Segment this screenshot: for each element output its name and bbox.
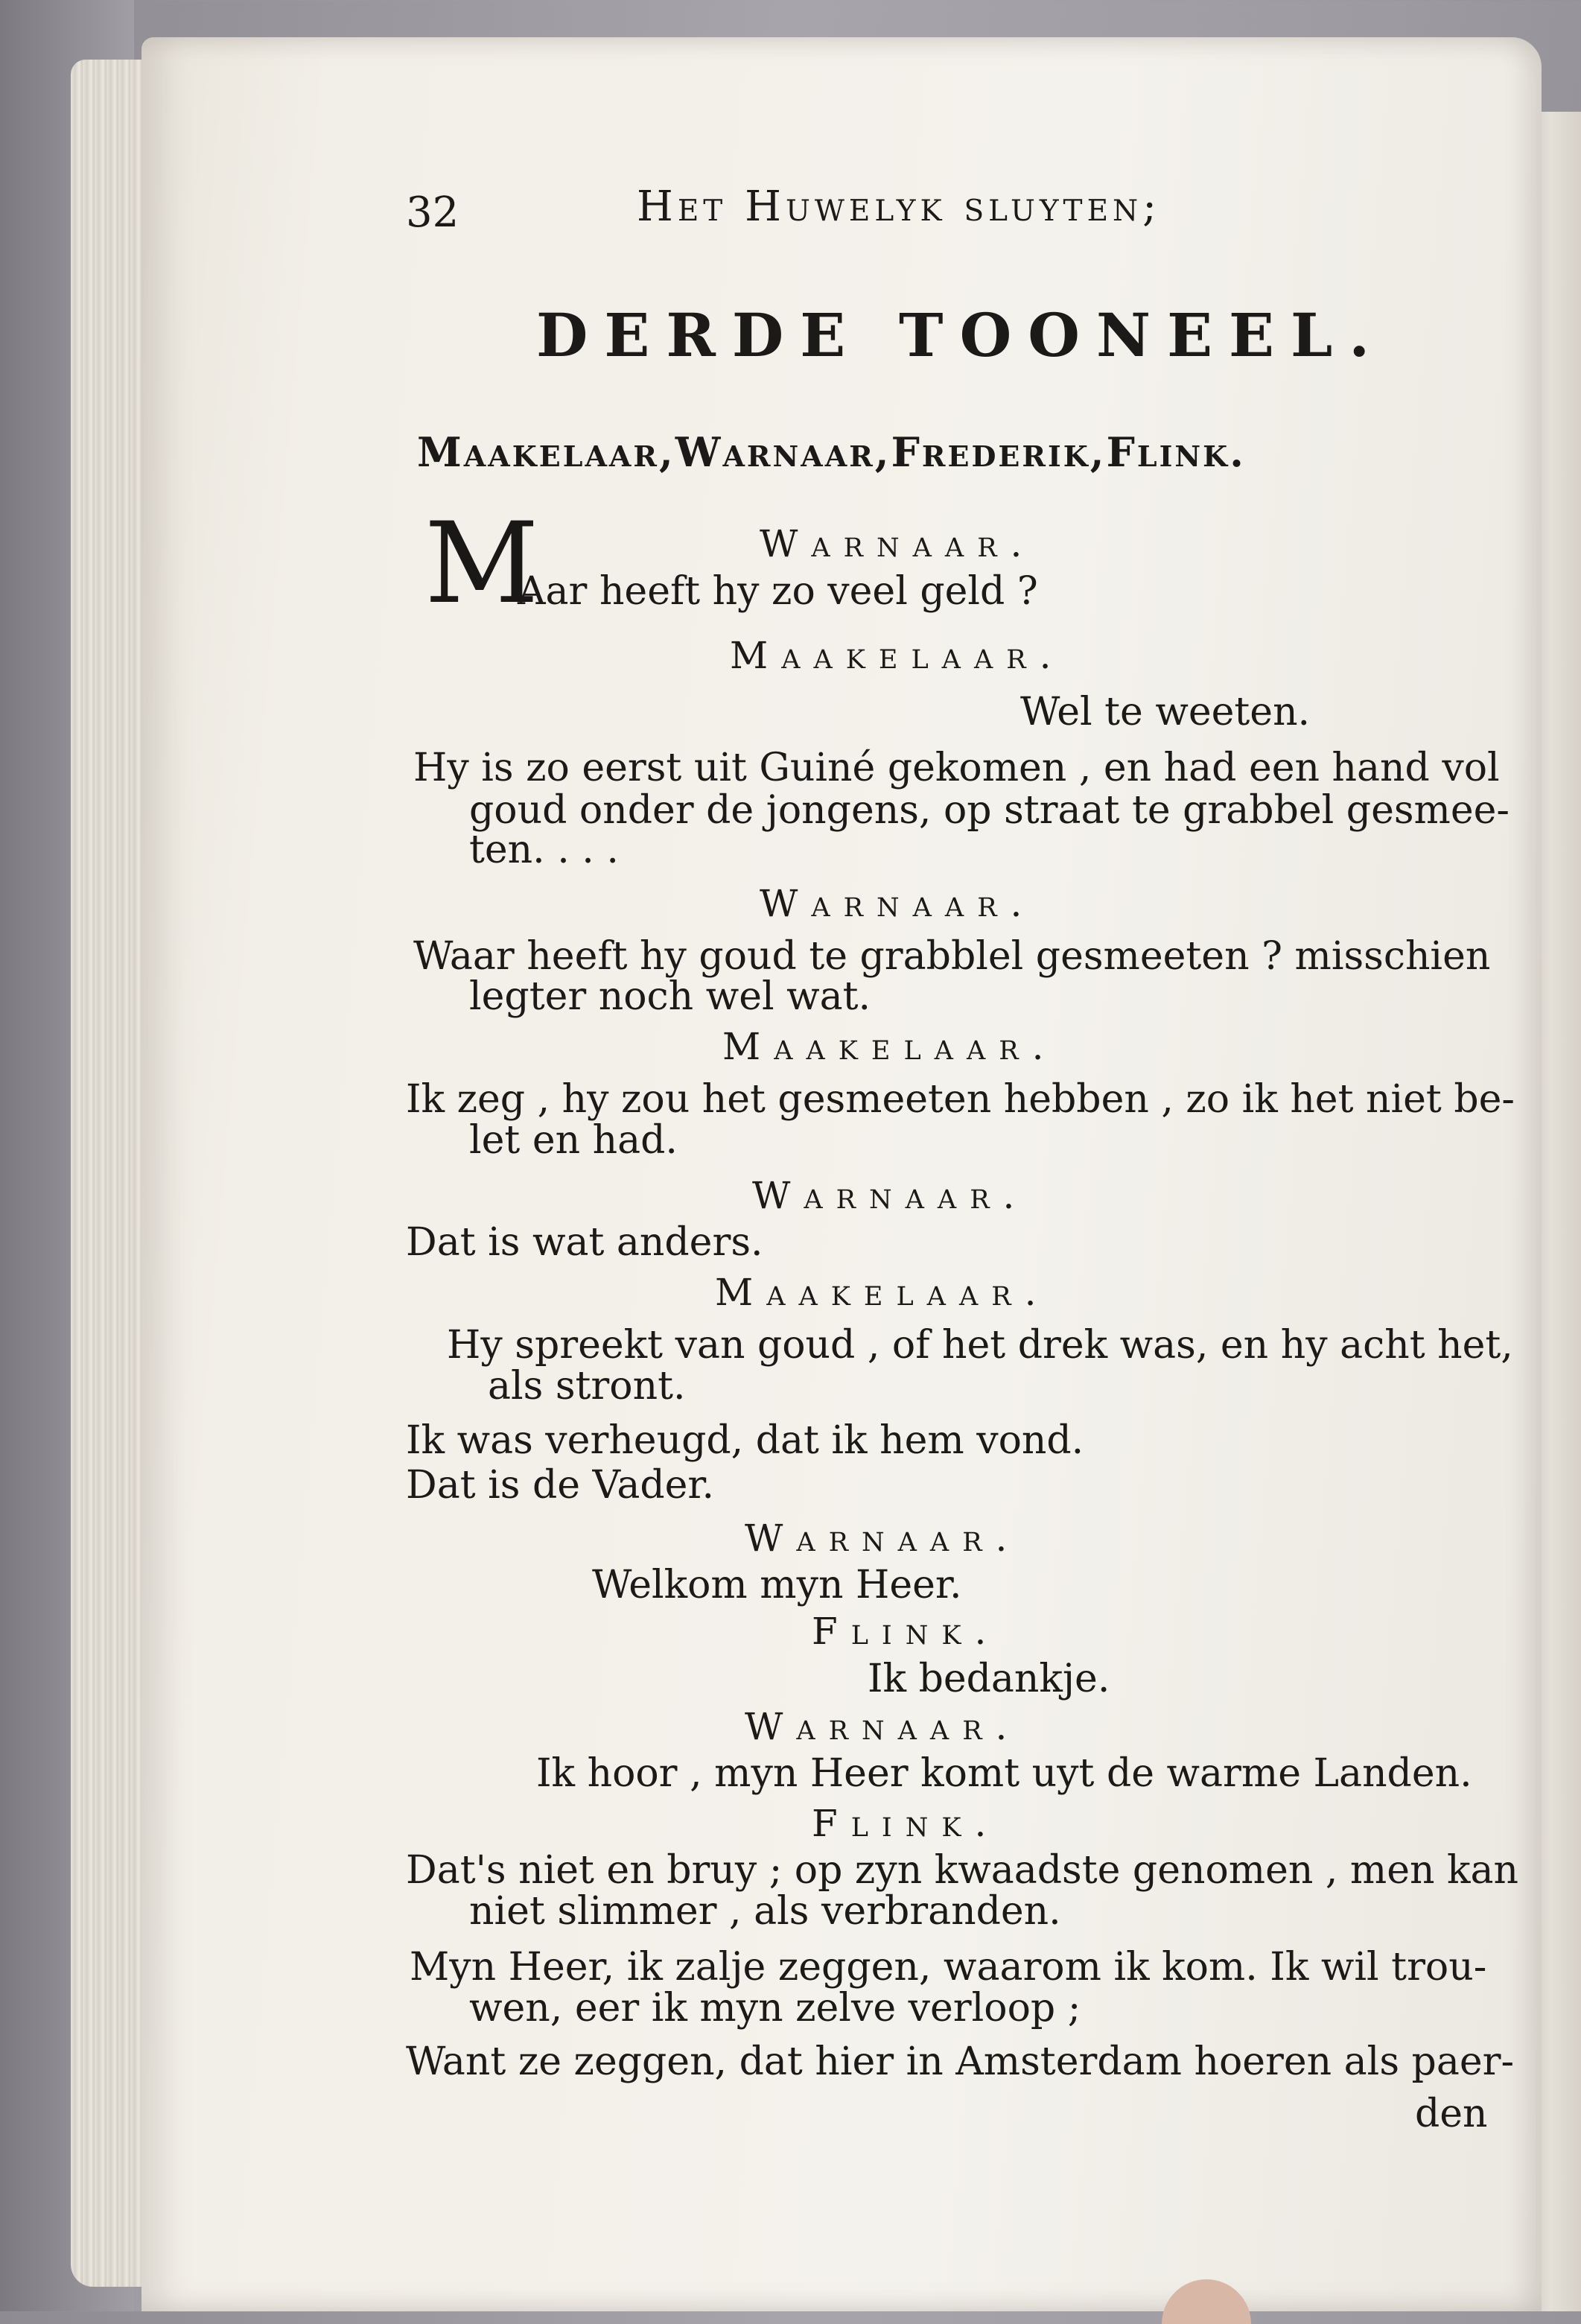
dialogue-line: Ik was verheugd, dat ik hem vond. bbox=[406, 1418, 1084, 1463]
dialogue-line: Dat's niet en bruy ; op zyn kwaadste genomen , men kan bbox=[406, 1848, 1519, 1893]
dialogue-line: wen, eer ik myn zelve verloop ; bbox=[469, 1986, 1081, 2031]
speaker-name: Warnaar. bbox=[760, 882, 1036, 925]
speaker-name: Flink. bbox=[812, 1802, 1000, 1845]
dialogue-line: legter noch wel wat. bbox=[469, 974, 871, 1019]
speaker-name: Warnaar. bbox=[760, 522, 1036, 565]
dialogue-line: Want ze zeggen, dat hier in Amsterdam hoeren als paer- bbox=[406, 2039, 1515, 2084]
dialogue-line: ten. . . . bbox=[469, 828, 619, 872]
dialogue-line: Waar heeft hy goud te grabblel gesmeeten ? misschien bbox=[413, 934, 1491, 979]
dialogue-line: goud onder de jongens, op straat te grabbel gesmee- bbox=[469, 788, 1510, 833]
dialogue-line: Welkom myn Heer. bbox=[592, 1563, 962, 1607]
dialogue-line: Dat is de Vader. bbox=[406, 1463, 715, 1508]
book-page bbox=[141, 37, 1542, 2311]
speaker-name: Flink. bbox=[812, 1610, 1000, 1653]
dialogue-line: Ik bedankje. bbox=[868, 1657, 1110, 1701]
dialogue-line: als stront. bbox=[488, 1364, 686, 1409]
dialogue-line: Myn Heer, ik zalje zeggen, waarom ik kom. Ik wil trou- bbox=[410, 1945, 1487, 1990]
dialogue-line: Hy is zo eerst uit Guiné gekomen , en had een hand vol bbox=[413, 746, 1500, 790]
dialogue-line: niet slimmer , als verbranden. bbox=[469, 1889, 1061, 1934]
dialogue-line: den bbox=[1415, 2092, 1488, 2136]
scene-title: DERDE TOONEEL. bbox=[536, 300, 1387, 370]
dialogue-line: Ik hoor , myn Heer komt uyt de warme Landen. bbox=[536, 1751, 1472, 1796]
speaker-name: Maakelaar. bbox=[722, 1025, 1057, 1068]
dialogue-line: Wel te weeten. bbox=[1020, 690, 1311, 734]
dialogue-line: Aar heeft hy zo veel geld ? bbox=[518, 569, 1038, 614]
speaker-name: Maakelaar. bbox=[730, 634, 1065, 677]
dialogue-line: Ik zeg , hy zou het gesmeeten hebben , zo ik het niet be- bbox=[406, 1077, 1515, 1122]
cast-list: Maakelaar,Warnaar,Frederik,Flink. bbox=[417, 428, 1246, 476]
dialogue-line: Dat is wat anders. bbox=[406, 1220, 763, 1265]
speaker-name: Warnaar. bbox=[752, 1174, 1028, 1217]
dialogue-line: Hy spreekt van goud , of het drek was, en hy acht het, bbox=[447, 1323, 1513, 1368]
running-title: Het Huwelyk sluyten; bbox=[637, 182, 1162, 231]
drop-cap: M bbox=[424, 499, 539, 629]
dialogue-line: let en had. bbox=[469, 1118, 678, 1163]
speaker-name: Warnaar. bbox=[745, 1517, 1021, 1560]
speaker-name: Warnaar. bbox=[745, 1705, 1021, 1748]
page-number: 32 bbox=[406, 188, 459, 237]
speaker-name: Maakelaar. bbox=[715, 1271, 1050, 1314]
